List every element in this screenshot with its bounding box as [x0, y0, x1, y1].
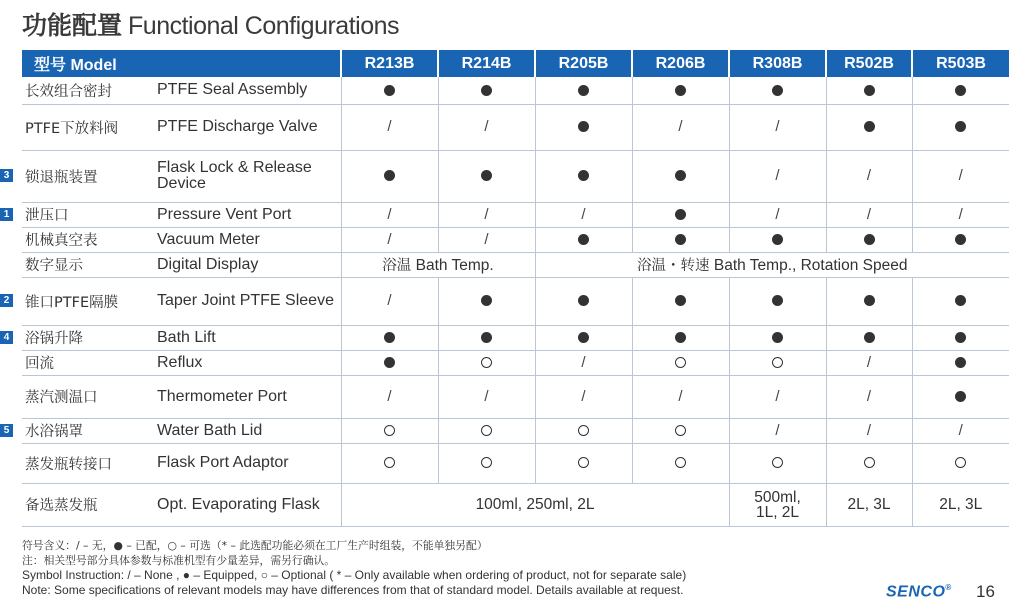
feature-name-zh — [3, 150, 148, 202]
filled-circle-icon — [384, 170, 395, 181]
filled-circle-icon — [864, 121, 875, 132]
filled-circle-icon — [578, 295, 589, 306]
slash-symbol: / — [581, 387, 586, 405]
callout-number-badge: 2 — [0, 294, 13, 307]
equipped-dot-icon — [632, 77, 729, 104]
feature-name-zh-text: 锥口PTFE隔膜 — [25, 294, 119, 311]
equipped-dot-icon — [535, 325, 632, 350]
feature-name-en: PTFE Discharge Valve — [148, 104, 341, 150]
feature-name-zh-text: 蒸汽测温口 — [25, 390, 98, 406]
table-row — [22, 252, 1009, 277]
none-slash — [826, 350, 912, 375]
slash-symbol: / — [958, 421, 963, 439]
feature-name-zh-text: 机械真空表 — [25, 233, 98, 249]
callout-number-badge: 1 — [0, 208, 13, 221]
hollow-circle-icon — [578, 457, 589, 468]
feature-name-zh-text: 浴锅升降 — [25, 331, 83, 347]
feature-name-en: Digital Display — [148, 252, 341, 277]
model-header-cell: R205B — [535, 50, 632, 77]
none-slash — [535, 350, 632, 375]
feature-name-zh — [3, 325, 148, 350]
filled-circle-icon — [384, 85, 395, 96]
filled-circle-icon — [481, 295, 492, 306]
slash-symbol: / — [958, 205, 963, 223]
table-header-row — [22, 50, 1009, 77]
callout-number-badge: 4 — [0, 331, 13, 344]
hollow-circle-icon — [578, 425, 589, 436]
equipped-dot-icon — [632, 227, 729, 252]
equipped-dot-icon — [826, 104, 912, 150]
flask-size-cell: 2L, 3L — [826, 483, 912, 526]
hollow-circle-icon — [481, 425, 492, 436]
hollow-circle-icon — [481, 357, 492, 368]
brand-name: SENCO — [886, 583, 946, 601]
none-slash — [438, 104, 535, 150]
config-table — [3, 50, 1009, 527]
filled-circle-icon — [481, 170, 492, 181]
table-row — [22, 202, 1009, 227]
feature-name-en: Pressure Vent Port — [148, 202, 341, 227]
equipped-dot-icon — [341, 150, 438, 202]
equipped-dot-icon — [912, 227, 1009, 252]
brand-registered-mark: ® — [945, 583, 952, 592]
feature-name-en: Bath Lift — [148, 325, 341, 350]
filled-circle-icon — [578, 170, 589, 181]
none-slash — [729, 104, 826, 150]
model-header: 型号 Model — [22, 50, 341, 77]
equipped-dot-icon — [341, 350, 438, 375]
feature-name-zh-text: 数字显示 — [25, 258, 83, 274]
flask-size-cell: 500ml, 1L, 2L — [729, 483, 826, 526]
hollow-circle-icon — [675, 457, 686, 468]
slash-symbol: / — [387, 292, 392, 309]
feature-name-en: Vacuum Meter — [148, 227, 341, 252]
equipped-dot-icon — [438, 77, 535, 104]
feature-name-zh — [22, 252, 148, 277]
slash-symbol: / — [958, 167, 963, 184]
equipped-dot-icon — [912, 277, 1009, 325]
none-slash — [535, 375, 632, 418]
none-slash — [912, 150, 1009, 202]
equipped-dot-icon — [438, 325, 535, 350]
feature-name-zh-text: 备选蒸发瓶 — [25, 498, 98, 514]
span-zh: 浴温 — [382, 258, 412, 274]
optional-circle-icon — [729, 350, 826, 375]
none-slash — [438, 202, 535, 227]
optional-circle-icon — [632, 418, 729, 443]
filled-circle-icon — [772, 85, 783, 96]
table-row — [22, 150, 1009, 202]
none-slash — [632, 375, 729, 418]
optional-circle-icon — [632, 443, 729, 483]
equipped-dot-icon — [826, 325, 912, 350]
equipped-dot-icon — [341, 77, 438, 104]
slash-symbol: / — [387, 230, 392, 248]
filled-circle-icon — [675, 234, 686, 245]
equipped-dot-icon — [912, 77, 1009, 104]
equipped-dot-icon — [826, 77, 912, 104]
equipped-dot-icon — [912, 104, 1009, 150]
filled-circle-icon — [481, 85, 492, 96]
optional-circle-icon — [729, 443, 826, 483]
none-slash — [341, 227, 438, 252]
feature-name-zh-text: 泄压口 — [25, 208, 69, 224]
filled-circle-icon — [578, 234, 589, 245]
feature-name-zh — [22, 104, 148, 150]
none-slash — [826, 375, 912, 418]
hollow-circle-icon — [864, 457, 875, 468]
optional-circle-icon — [912, 443, 1009, 483]
filled-circle-icon — [955, 357, 966, 368]
filled-circle-icon — [955, 391, 966, 402]
page-title-en: Functional Configurations — [128, 12, 400, 40]
filled-circle-icon — [675, 295, 686, 306]
feature-name-zh — [22, 77, 148, 104]
equipped-dot-icon — [729, 325, 826, 350]
slash-symbol: / — [484, 118, 489, 135]
filled-circle-icon — [384, 332, 395, 343]
note-spec-zh: 注：相关型号部分具体参数与标准机型有少量差异，需另行确认。 — [22, 553, 336, 567]
equipped-dot-icon — [438, 150, 535, 202]
feature-name-zh — [22, 443, 148, 483]
model-header-cell: R213B — [341, 50, 438, 77]
hollow-circle-icon — [772, 457, 783, 468]
filled-circle-icon — [955, 121, 966, 132]
hollow-circle-icon — [675, 425, 686, 436]
feature-name-en: Flask Lock & Release Device — [148, 150, 341, 202]
feature-name-zh-text: PTFE下放料阀 — [25, 120, 119, 137]
none-slash — [535, 202, 632, 227]
filled-circle-icon — [955, 332, 966, 343]
equipped-dot-icon — [535, 277, 632, 325]
equipped-dot-icon — [729, 227, 826, 252]
span-zh: 浴温・转速 — [637, 258, 710, 274]
feature-name-en: Opt. Evaporating Flask — [148, 483, 341, 526]
filled-circle-icon — [578, 332, 589, 343]
table-row — [22, 277, 1009, 325]
optional-circle-icon — [341, 418, 438, 443]
equipped-dot-icon — [438, 277, 535, 325]
slash-symbol: / — [866, 421, 872, 439]
filled-circle-icon — [864, 295, 875, 306]
filled-circle-icon — [955, 295, 966, 306]
equipped-dot-icon — [535, 77, 632, 104]
feature-name-zh — [22, 227, 148, 252]
feature-name-zh-text: 回流 — [25, 356, 54, 372]
hollow-circle-icon — [772, 357, 783, 368]
hollow-circle-icon — [384, 457, 395, 468]
filled-circle-icon — [481, 332, 492, 343]
none-slash — [826, 418, 912, 443]
span-en: Bath Temp., Rotation Speed — [713, 257, 908, 274]
callout-number-badge: 5 — [0, 424, 13, 437]
slash-symbol: / — [678, 387, 683, 405]
model-header-cell: R214B — [438, 50, 535, 77]
equipped-dot-icon — [729, 77, 826, 104]
none-slash — [729, 418, 826, 443]
feature-name-en: Taper Joint PTFE Sleeve — [148, 277, 341, 325]
equipped-dot-icon — [535, 150, 632, 202]
equipped-dot-icon — [632, 325, 729, 350]
slash-symbol: / — [775, 205, 780, 223]
feature-name-zh — [22, 483, 148, 526]
page-title — [22, 7, 399, 45]
feature-name-zh — [22, 350, 148, 375]
feature-name-zh — [3, 202, 148, 227]
table-row — [22, 104, 1009, 150]
equipped-dot-icon — [632, 202, 729, 227]
slash-symbol: / — [581, 353, 586, 371]
slash-symbol: / — [678, 118, 683, 135]
hollow-circle-icon — [955, 457, 966, 468]
model-header-cell: R502B — [826, 50, 912, 77]
slash-symbol: / — [866, 205, 872, 223]
table-row — [22, 227, 1009, 252]
feature-name-zh-text: 长效组合密封 — [25, 83, 112, 100]
model-header-cell: R206B — [632, 50, 729, 77]
equipped-dot-icon — [826, 227, 912, 252]
feature-name-zh-text: 水浴锅罩 — [25, 424, 83, 440]
none-slash — [438, 375, 535, 418]
slash-symbol: / — [775, 421, 780, 439]
feature-name-en: Thermometer Port — [148, 375, 341, 418]
table-row — [22, 77, 1009, 104]
hollow-circle-icon — [675, 357, 686, 368]
equipped-dot-icon — [535, 104, 632, 150]
feature-name-zh-text: 锁退瓶装置 — [25, 169, 98, 186]
table-row — [22, 418, 1009, 443]
equipped-dot-icon — [912, 375, 1009, 418]
none-slash — [826, 202, 912, 227]
none-slash — [341, 104, 438, 150]
slash-symbol: / — [387, 387, 392, 405]
page-title-zh: 功能配置 — [22, 11, 123, 40]
filled-circle-icon — [578, 85, 589, 96]
footnotes — [22, 539, 686, 597]
filled-circle-icon — [675, 170, 686, 181]
page-number: 16 — [976, 582, 995, 601]
digital-display-span-cell — [341, 252, 535, 277]
slash-symbol: / — [484, 205, 489, 223]
optional-circle-icon — [341, 443, 438, 483]
filled-circle-icon — [864, 234, 875, 245]
filled-circle-icon — [772, 295, 783, 306]
feature-name-zh — [3, 418, 148, 443]
optional-circle-icon — [438, 418, 535, 443]
flask-size-cell: 100ml, 250ml, 2L — [341, 483, 729, 526]
equipped-dot-icon — [729, 277, 826, 325]
feature-name-zh — [3, 277, 148, 325]
filled-circle-icon — [864, 332, 875, 343]
optional-circle-icon — [438, 350, 535, 375]
feature-name-en: Flask Port Adaptor — [148, 443, 341, 483]
optional-circle-icon — [438, 443, 535, 483]
slash-symbol: / — [866, 167, 872, 184]
table-row — [22, 483, 1009, 526]
none-slash — [341, 202, 438, 227]
hollow-circle-icon — [384, 425, 395, 436]
equipped-dot-icon — [341, 325, 438, 350]
digital-display-span-cell — [535, 252, 1009, 277]
feature-name-en: Reflux — [148, 350, 341, 375]
equipped-dot-icon — [912, 325, 1009, 350]
filled-circle-icon — [675, 209, 686, 220]
equipped-dot-icon — [826, 277, 912, 325]
feature-name-en: Water Bath Lid — [148, 418, 341, 443]
equipped-dot-icon — [912, 350, 1009, 375]
table-row — [22, 350, 1009, 375]
optional-circle-icon — [632, 350, 729, 375]
filled-circle-icon — [955, 85, 966, 96]
slash-symbol: / — [866, 353, 872, 371]
slash-symbol: / — [775, 387, 780, 405]
slash-symbol: / — [484, 387, 489, 405]
model-header-cell: R503B — [912, 50, 1009, 77]
flask-size-cell: 2L, 3L — [912, 483, 1009, 526]
note-spec-en: Note: Some specifications of relevant models may have differences from that of standard model. Details available at request. — [22, 582, 684, 597]
model-header-cell: R308B — [729, 50, 826, 77]
feature-name-zh — [22, 375, 148, 418]
none-slash — [729, 375, 826, 418]
table-row — [22, 443, 1009, 483]
optional-circle-icon — [826, 443, 912, 483]
optional-circle-icon — [535, 418, 632, 443]
equipped-dot-icon — [632, 150, 729, 202]
filled-circle-icon — [772, 234, 783, 245]
feature-name-en: PTFE Seal Assembly — [148, 77, 341, 104]
none-slash — [341, 375, 438, 418]
filled-circle-icon — [384, 357, 395, 368]
table-row — [22, 325, 1009, 350]
equipped-dot-icon — [632, 277, 729, 325]
hollow-circle-icon — [481, 457, 492, 468]
slash-symbol: / — [775, 167, 780, 184]
none-slash — [912, 202, 1009, 227]
filled-circle-icon — [578, 121, 589, 132]
filled-circle-icon — [772, 332, 783, 343]
optional-circle-icon — [535, 443, 632, 483]
slash-symbol: / — [387, 205, 392, 223]
filled-circle-icon — [675, 85, 686, 96]
table-row — [22, 375, 1009, 418]
none-slash — [632, 104, 729, 150]
slash-symbol: / — [775, 118, 780, 135]
note-symbol-zh: 符号含义：/ – 无，● – 已配，○ – 可选（* – 此选配功能必须在工厂生产时组装，不能单独另配） — [22, 539, 488, 552]
slash-symbol: / — [581, 205, 586, 223]
none-slash — [826, 150, 912, 202]
span-en: Bath Temp. — [415, 257, 494, 274]
callout-number-badge: 3 — [0, 169, 13, 182]
filled-circle-icon — [675, 332, 686, 343]
equipped-dot-icon — [535, 227, 632, 252]
note-symbol-en: Symbol Instruction: / – None , ● – Equipped, ○ – Optional ( * – Only available when ordering of product, not for separate sale) — [22, 568, 687, 582]
slash-symbol: / — [387, 118, 392, 135]
slash-symbol: / — [484, 230, 489, 248]
none-slash — [729, 150, 826, 202]
none-slash — [438, 227, 535, 252]
filled-circle-icon — [955, 234, 966, 245]
none-slash — [341, 277, 438, 325]
feature-name-zh-text: 蒸发瓶转接口 — [25, 456, 112, 473]
none-slash — [912, 418, 1009, 443]
none-slash — [729, 202, 826, 227]
brand-logo — [886, 583, 952, 601]
slash-symbol: / — [866, 387, 872, 405]
filled-circle-icon — [864, 85, 875, 96]
